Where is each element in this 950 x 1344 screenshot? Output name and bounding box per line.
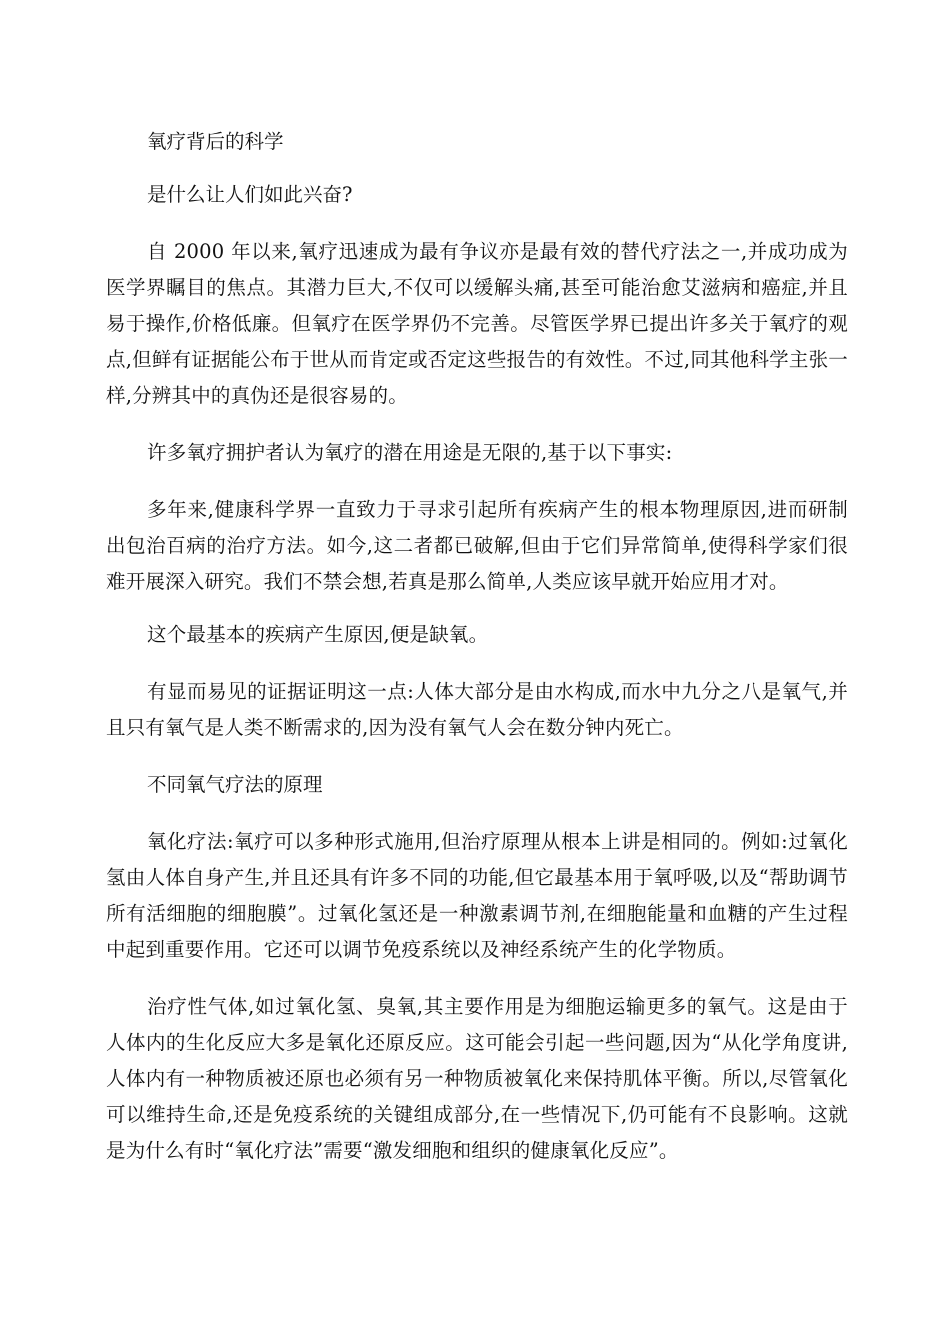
document-title: 氧疗背后的科学	[147, 130, 284, 153]
paragraph-evidence: 有显而易见的证据证明这一点:人体大部分是由水构成,而水中九分之八是氧气,并且只有氧气是人类不断需求的,因为没有氧气人会在数分钟内死亡。	[106, 680, 848, 739]
paragraph-research: 多年来,健康科学界一直致力于寻求引起所有疾病产生的根本物理原因,进而研制出包治百病的治疗方法。如今,这二者都已破解,但由于它们异常简单,使得科学家们很难开展深入研究。我们不禁会想,若真是那么简单,人类应该早就开始应用才对。	[106, 498, 848, 593]
document-body	[106, 124, 848, 1169]
document-subtitle: 是什么让人们如此兴奋?	[147, 183, 353, 206]
paragraph-oxidation-therapy: 氧化疗法:氧疗可以多种形式施用,但治疗原理从根本上讲是相同的。例如:过氧化氢由人体自身产生,并且还具有许多不同的功能,但它最基本用于氧呼吸,以及“帮助调节所有活细胞的细胞膜”。过氧化氢还是一种激素调节剂,在细胞能量和血糖的产生过程中起到重要作用。它还可以调节免疫系统以及神经系统产生的化学物质。	[106, 830, 848, 961]
paragraph-intro: 自 2000 年以来,氧疗迅速成为最有争议亦是最有效的替代疗法之一,并成功成为医学界瞩目的焦点。其潜力巨大,不仅可以缓解头痛,甚至可能治愈艾滋病和癌症,并且易于操作,价格低廉。但氧疗在医学界仍不完善。尽管医学界已提出许多关于氧疗的观点,但鲜有证据能公布于世从而肯定或否定这些报告的有效性。不过,同其他科学主张一样,分辨其中的真伪还是很容易的。	[106, 240, 848, 407]
section-heading: 不同氧气疗法的原理	[147, 773, 323, 796]
paragraph-therapeutic-gases: 治疗性气体,如过氧化氢、臭氧,其主要作用是为细胞运输更多的氧气。这是由于人体内的生化反应大多是氧化还原反应。这可能会引起一些问题,因为“从化学角度讲,人体内有一种物质被还原也必须有另一种物质被氧化来保持肌体平衡。所以,尽管氧化可以维持生命,还是免疫系统的关键组成部分,在一些情况下,仍可能有不良影响。这就是为什么有时“氧化疗法”需要“激发细胞和组织的健康氧化反应”。	[106, 995, 848, 1162]
paragraph-supporters: 许多氧疗拥护者认为氧疗的潜在用途是无限的,基于以下事实:	[147, 441, 673, 464]
paragraph-cause: 这个最基本的疾病产生原因,便是缺氧。	[147, 623, 489, 646]
